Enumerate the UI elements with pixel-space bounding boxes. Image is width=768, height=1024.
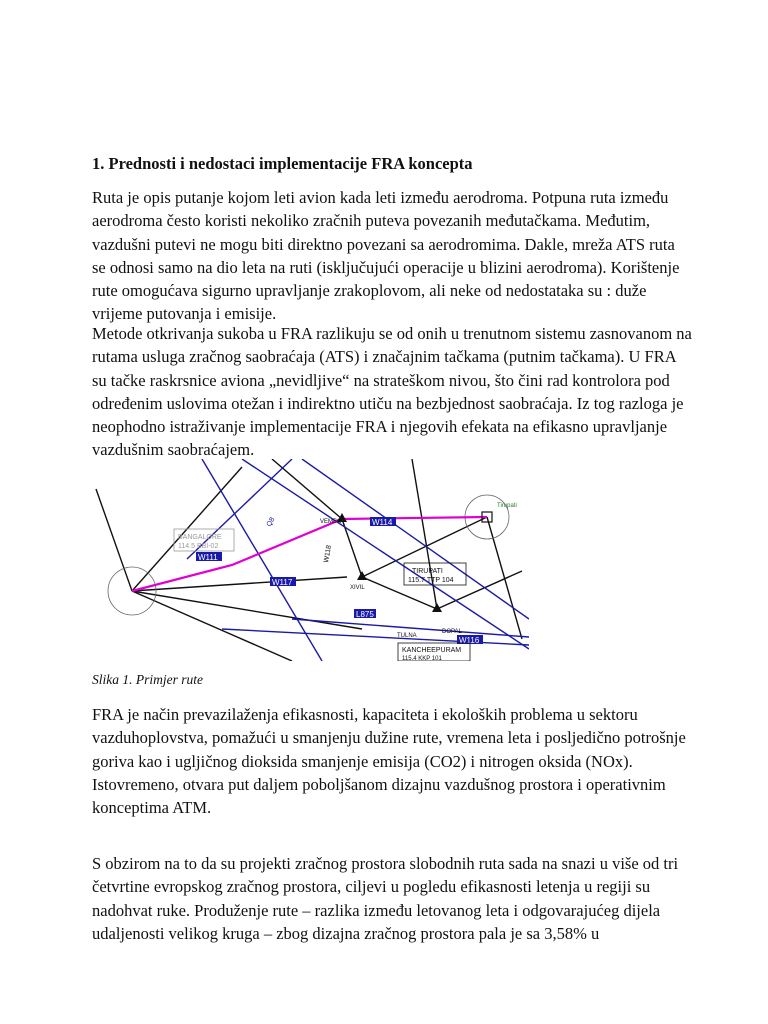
route-chart-figure [92,459,529,661]
label-q8: Q8 [265,516,277,528]
label-w116: W116 [459,636,480,645]
label-w114: W114 [372,518,393,527]
label-tirupati: TIRUPATI [412,568,443,575]
label-kancheepuram-freq: 115.4 KKP 101 [402,656,442,661]
label-bangalore: BANGALORE [178,534,222,541]
label-xivil: XIVIL [350,585,365,591]
label-dopal: DOPAL [442,629,462,635]
label-vembo: VEMBO [320,519,342,525]
label-tulna: TULNA [397,633,417,639]
paragraph-free-route-projects: S obzirom na to da su projekti zračnog prostora slobodnih ruta sada na snazi u više od tri četvrtine evropskog zračnog prostora, ciljevi u pogledu efikasnosti letenja u regiji su nadohvat ruke. Produženje rute – razlika između letovanog leta i odgovarajućeg dijela udaljenosti velikog kruga – zbog dizajna zračnog prostora pala je sa 3,58% u [92,854,679,943]
paragraph-fra-efficiency: FRA je način prevazilaženja efikasnosti, kapaciteta i ekoloških problema u sektoru vazduhoplovstva, pomažući u smanjenju dužine rute, vremena leta i posljedično potrošnje goriva kao i ugljičnog dioksida smanjenje emisija (CO2) i nitrogen oksida (NOx). Istovremeno, otvara put daljem poboljšanom dizajnu vazdušnog prostora i operativnim konceptima ATM. [92,705,686,818]
paragraph-route-definition: Ruta je opis putanje kojom leti avion kada leti između aerodroma. Potpuna ruta između aerodroma često koristi nekoliko zračnih puteva povezanih međutačkama. Međutim, vazdušni putevi ne mogu biti direktno povezani sa aerodromima. Dakle, mreža ATS ruta se odnosi samo na dio leta na ruti (isključujući operacije u blizini aerodroma). Korištenje rute omogućava sigurno upravljanje zrakoplovom, ali neke od nedostataka su : duže vrijeme putovanja i emisije. [92,188,680,324]
label-bangalore-freq: 114.5 BBI-02 [178,543,219,550]
label-w111: W111 [198,553,218,562]
label-l875: L875 [356,610,374,619]
figure-caption: Slika 1. Primjer rute [92,672,203,687]
label-w117: W117 [272,578,293,587]
label-kancheepuram: KANCHEEPURAM [402,647,462,654]
label-tirupati-small: Tirupati [497,503,517,509]
label-tirupati-freq: 115.7 TTP 104 [408,577,454,584]
section-heading: 1. Prednosti i nedostaci implementacije FRA koncepta [92,154,473,173]
label-w118: W118 [323,544,334,564]
airway-chart [92,459,529,661]
paragraph-conflict-detection: Metode otkrivanja sukoba u FRA razlikuju se od onih u trenutnom sistemu zasnovanom na rutama usluga zračnog saobraćaja (ATS) i značajnim tačkama (putnim tačkama). U FRA su tačke raskrsnice aviona „nevidljive“ na strateškom nivou, što čini rad kontrolora pod određenim uslovima otežan i indirektno utiču na bezbjednost saobraćaja. Iz tog razloga je neophodno istraživanje implementacije FRA i njegovih efekata na efikasno upravljanje vazdušnim saobraćajem. [92,324,692,460]
